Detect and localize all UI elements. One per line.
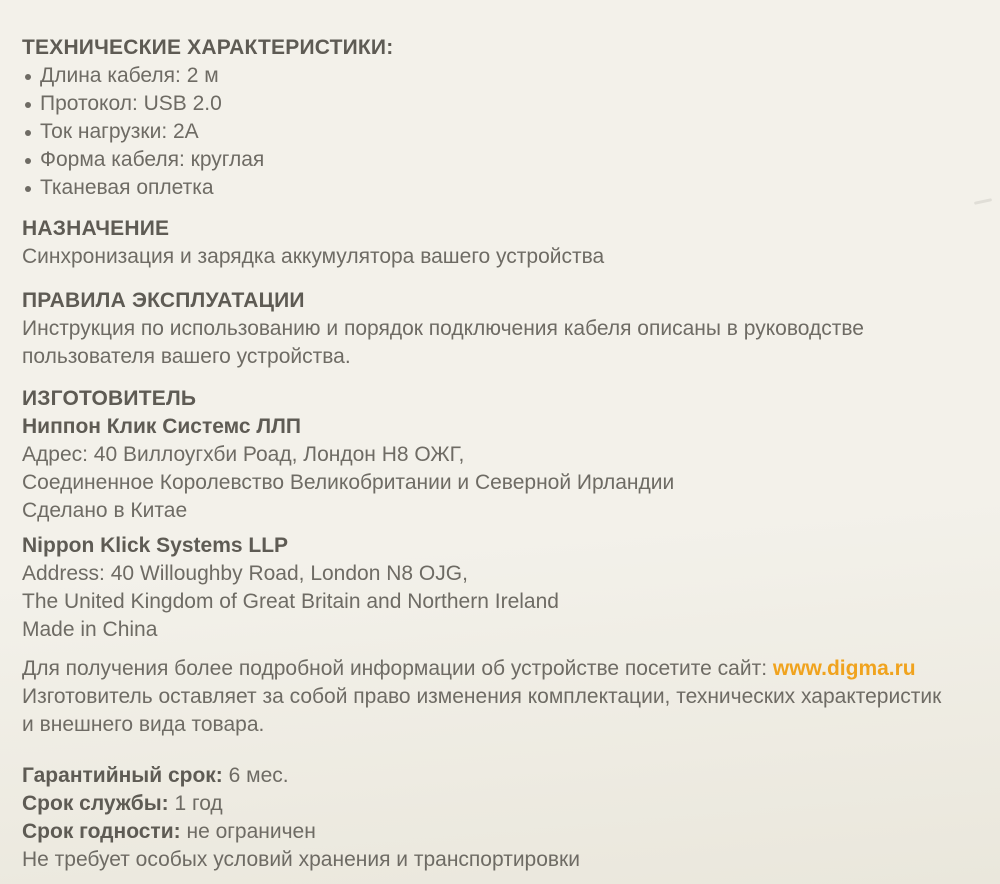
warranty-value: не ограничен (186, 820, 316, 843)
warranty-value: 1 год (174, 792, 223, 815)
specs-list (22, 62, 980, 202)
made-in-china-ru: Сделано в Китае (22, 499, 188, 522)
section-more-info (22, 655, 980, 739)
spec-text: Форма кабеля: круглая (40, 148, 265, 171)
warranty-value: 6 мес. (228, 764, 289, 787)
section-warranty (22, 762, 980, 874)
warranty-row (22, 790, 980, 818)
manufacturer-heading: ИЗГОТОВИТЕЛЬ (22, 387, 197, 410)
section-usage-rules (22, 287, 980, 371)
list-item (22, 62, 980, 90)
rules-body-line1: Инструкция по использованию и порядок подключения кабеля описаны в руководстве (22, 317, 864, 340)
manufacturer-russian-block (22, 413, 980, 525)
spec-text: Тканевая оплетка (40, 176, 214, 199)
section-manufacturer (22, 385, 980, 644)
bullet-icon (25, 130, 31, 136)
manufacturer-english-block (22, 532, 980, 644)
purpose-body: Синхронизация и зарядка аккумулятора вашего устройства (22, 245, 605, 268)
info-line3: и внешнего вида товара. (22, 713, 265, 736)
info-pre-link-text: Для получения более подробной информации об устройстве посетите сайт: (22, 657, 773, 680)
warranty-row (22, 818, 980, 846)
manufacturer-address-ru-line1: Адрес: 40 Виллоугхби Роад, Лондон Н8 ОЖГ, (22, 443, 465, 466)
manufacturer-name-ru: Ниппон Клик Системс ЛЛП (22, 415, 301, 438)
website-link: www.digma.ru (772, 657, 916, 680)
list-item (22, 118, 980, 146)
info-line2: Изготовитель оставляет за собой право изменения комплектации, технических характеристик (22, 685, 942, 708)
manufacturer-name-en: Nippon Klick Systems LLP (22, 534, 289, 557)
warranty-label: Срок службы: (22, 792, 169, 815)
manufacturer-address-en-line2: The United Kingdom of Great Britain and Northern Ireland (22, 590, 559, 613)
warranty-label: Гарантийный срок: (22, 764, 223, 787)
rules-heading: ПРАВИЛА ЭКСПЛУАТАЦИИ (22, 289, 305, 312)
made-in-china-en: Made in China (22, 618, 158, 641)
rules-body-line2: пользователя вашего устройства. (22, 345, 351, 368)
list-item (22, 90, 980, 118)
section-purpose (22, 215, 980, 271)
warranty-note: Не требует особых условий хранения и транспортировки (22, 848, 580, 871)
bullet-icon (25, 186, 31, 192)
bullet-icon (25, 158, 31, 164)
info-line1 (22, 655, 980, 683)
list-item (22, 146, 980, 174)
list-item (22, 174, 980, 202)
purpose-heading: НАЗНАЧЕНИЕ (22, 217, 170, 240)
spec-text: Протокол: USB 2.0 (40, 92, 222, 115)
spec-text: Длина кабеля: 2 м (40, 64, 219, 87)
manufacturer-address-ru-line2: Соединенное Королевство Великобритании и Северной Ирландии (22, 471, 675, 494)
specs-heading: ТЕХНИЧЕСКИЕ ХАРАКТЕРИСТИКИ: (22, 36, 394, 59)
spec-text: Ток нагрузки: 2А (40, 120, 199, 143)
warranty-label: Срок годности: (22, 820, 181, 843)
warranty-row (22, 762, 980, 790)
section-technical-specs (22, 34, 980, 202)
bullet-icon (25, 102, 31, 108)
bullet-icon (25, 74, 31, 80)
manufacturer-address-en-line1: Address: 40 Willoughby Road, London N8 OJG, (22, 562, 468, 585)
